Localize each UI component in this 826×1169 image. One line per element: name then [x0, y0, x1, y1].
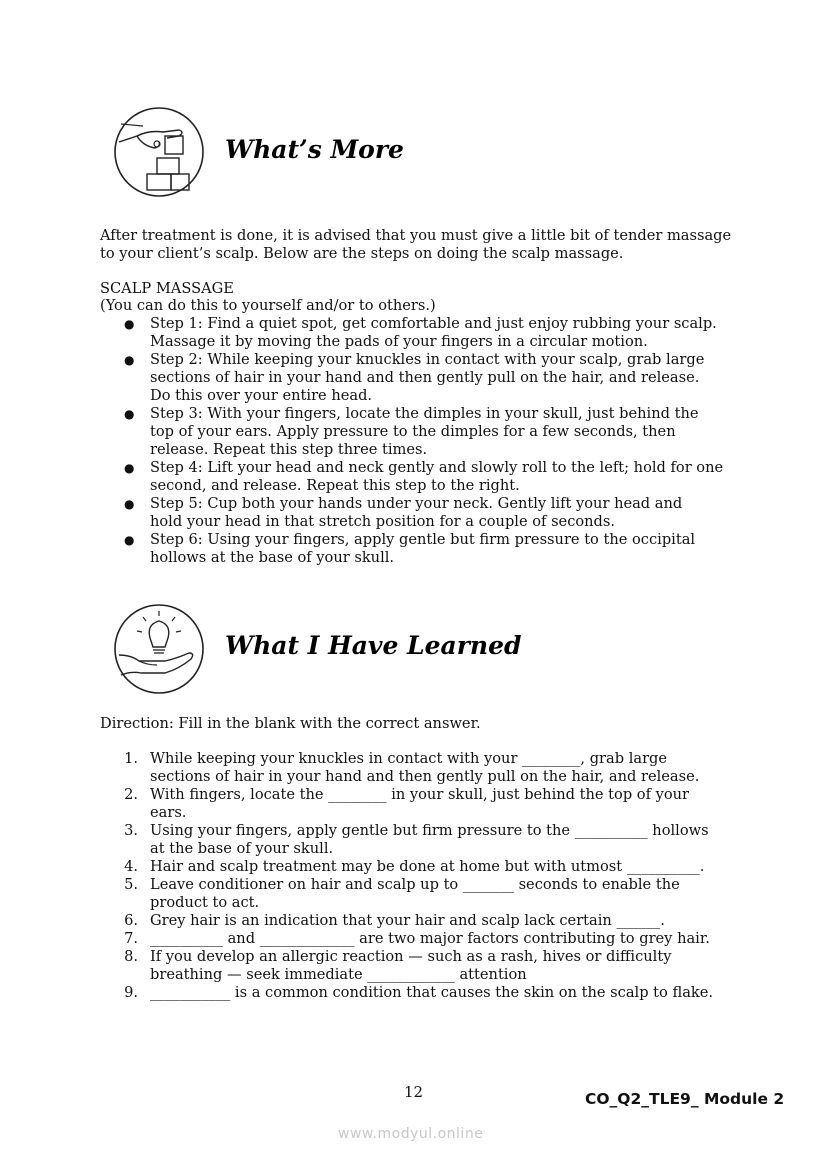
list-item: ● Step 4: Lift your head and neck gently and slowly roll to the left; hold for one second, and release. Repeat this step to the right. — [124, 459, 724, 494]
intro-line: After treatment is done, it is advised that you must give a little bit of tender massage — [100, 227, 732, 244]
list-item: 9. ___________ is a common condition that causes the skin on the scalp to flake. — [124, 984, 714, 1001]
intro-line: to your client’s scalp. Below are the steps on doing the scalp massage. — [100, 245, 624, 262]
list-item: 7. __________ and _____________ are two major factors contributing to grey hair. — [124, 930, 710, 947]
blocks-hand-icon — [113, 106, 205, 198]
list-item: 6. Grey hair is an indication that your hair and scalp lack certain ______. — [124, 912, 665, 929]
section-title-what-i-have-learned: What I Have Learned — [225, 631, 522, 660]
list-item: 5. Leave conditioner on hair and scalp up to _______ seconds to enable the product to act. — [124, 876, 680, 911]
bullet-icon: ● — [124, 497, 135, 511]
list-item: 2. With fingers, locate the ________ in your skull, just behind the top of your ears. — [124, 786, 690, 821]
lightbulb-hand-icon — [113, 603, 205, 695]
direction-text: Direction: Fill in the blank with the correct answer. — [100, 715, 481, 732]
intro-paragraph — [100, 227, 760, 263]
bullet-icon: ● — [124, 461, 135, 475]
fill-in-the-blank-list — [100, 750, 750, 1002]
scalp-massage-heading: SCALP MASSAGE — [100, 280, 234, 297]
list-item: ● Step 3: With your fingers, locate the dimples in your skull, just behind the top of your ears. Apply pressure to the dimples for a few seconds, then release. Repeat this step three times. — [124, 405, 699, 458]
list-item: ● Step 2: While keeping your knuckles in contact with your scalp, grab large sections of hair in your hand and then gently pull on the hair, and release. Do this over your entire head. — [124, 351, 705, 404]
section-title-whats-more: What’s More — [225, 135, 404, 164]
massage-steps-list — [100, 315, 740, 567]
bullet-icon: ● — [124, 353, 135, 367]
watermark: www.modyul.online — [338, 1126, 484, 1142]
module-code: CO_Q2_TLE9_ Module 2 — [585, 1090, 785, 1108]
page-number: 12 — [404, 1083, 424, 1101]
list-item: 3. Using your fingers, apply gentle but firm pressure to the __________ hollows at the base of your skull. — [124, 822, 709, 857]
list-item: 8. If you develop an allergic reaction — such as a rash, hives or difficulty breathing — seek immediate ____________ attention — [124, 948, 672, 983]
list-item: ● Step 5: Cup both your hands under your neck. Gently lift your head and hold your head in that stretch position for a couple of seconds. — [124, 495, 683, 530]
scalp-massage-subheading: (You can do this to yourself and/or to others.) — [100, 297, 436, 314]
list-item: 1. While keeping your knuckles in contact with your ________, grab large sections of hair in your hand and then gently pull on the hair, and release. — [124, 750, 700, 785]
bullet-icon: ● — [124, 533, 135, 547]
bullet-icon: ● — [124, 407, 135, 421]
list-item: ● Step 1: Find a quiet spot, get comfortable and just enjoy rubbing your scalp. Massage it by moving the pads of your fingers in a circular motion. — [124, 315, 717, 350]
list-item: ● Step 6: Using your fingers, apply gentle but firm pressure to the occipital hollows at the base of your skull. — [124, 531, 696, 566]
list-item: 4. Hair and scalp treatment may be done at home but with utmost __________. — [124, 858, 705, 875]
bullet-icon: ● — [124, 317, 135, 331]
